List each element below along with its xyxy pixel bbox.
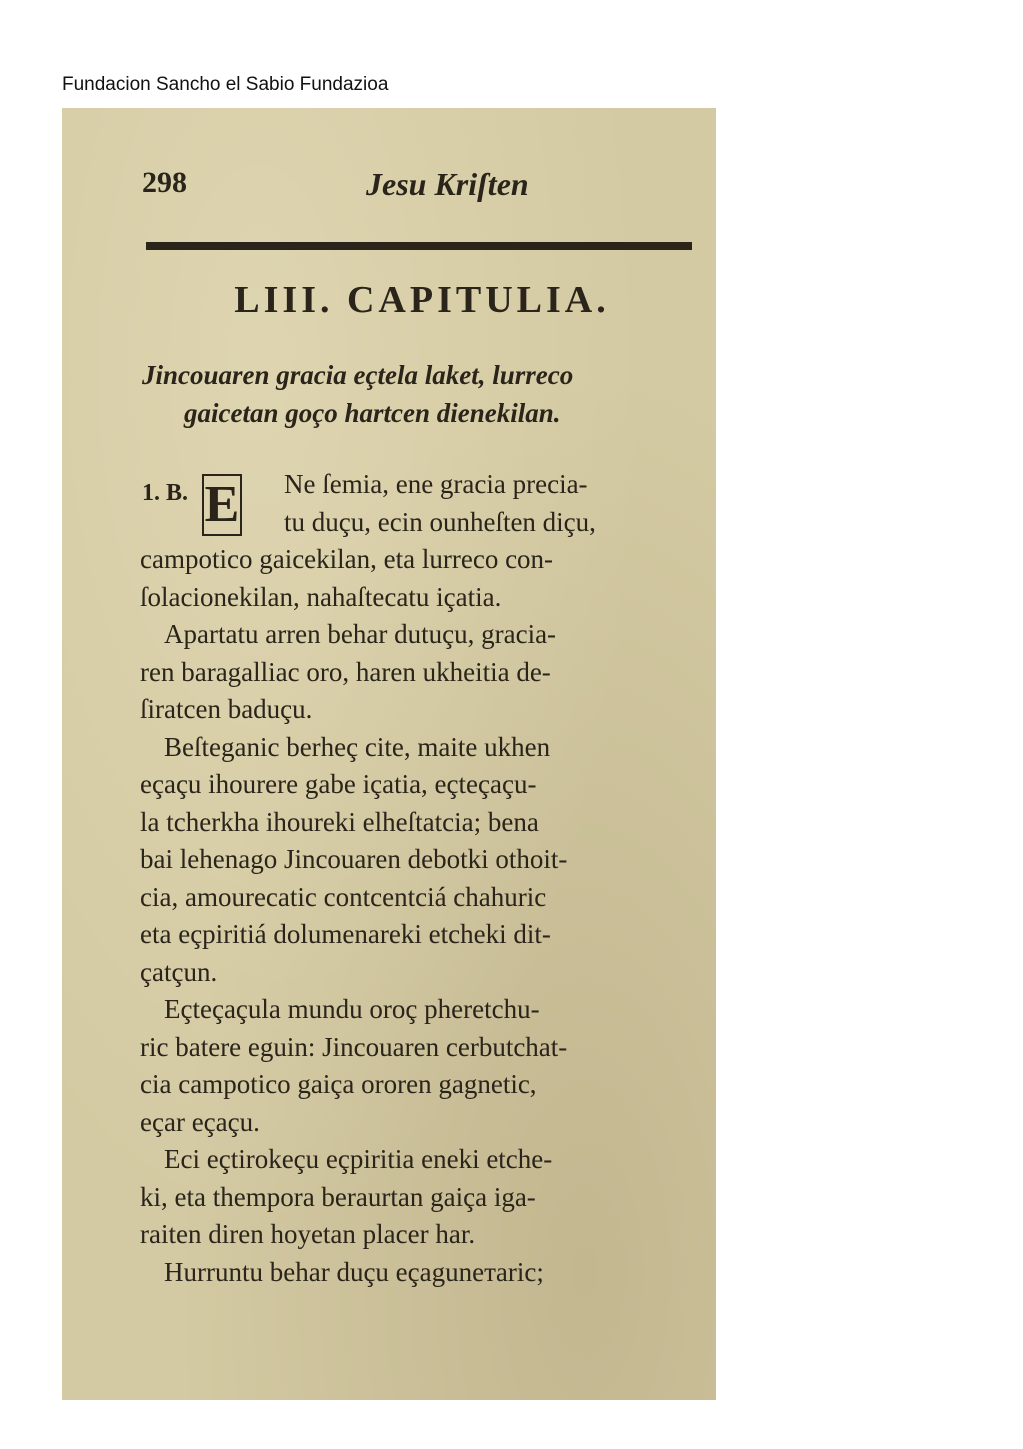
body-text [140, 466, 706, 1291]
text-line: eçar eçaçu. [140, 1106, 260, 1137]
text-line: eçaçu ihourere gabe içatia, eçteçaçu- [140, 769, 537, 799]
summary-line: Jincouaren gracia eçtela laket, lurreco [142, 360, 574, 390]
page-number: 298 [142, 166, 187, 199]
text-line: çatçun. [140, 956, 218, 987]
text-line: raiten diren hoyetan placer har. [140, 1219, 476, 1249]
text-line: ki, eta thempora beraurtan gaiça iga- [140, 1181, 536, 1212]
text-line: eta eçpiritiá dolumenareki etcheki dit- [140, 919, 551, 949]
text-line: Beſteganic berheç cite, maite ukhen [164, 731, 551, 762]
text-line: Ne ſemia, ene gracia precia- [284, 469, 588, 499]
text-line: bai lehenago Jincouaren debotki othoit- [140, 844, 568, 874]
chapter-summary [142, 356, 702, 432]
text-line: tu duçu, ecin ounheſten diçu, [284, 506, 596, 537]
paragraph [140, 991, 706, 1141]
running-title: Jesu Kriſten [366, 166, 529, 202]
text-line: campotico gaicekilan, eta lurreco con- [140, 544, 554, 574]
text-line: cia campotico gaiça ororen gagnetic, [140, 1069, 537, 1099]
verse-label: 1. B. [142, 480, 189, 506]
paragraph [140, 616, 706, 729]
paragraph [140, 466, 706, 616]
archive-header: Fundacion Sancho el Sabio Fundazioa [62, 74, 389, 95]
chapter-heading: LIII. CAPITULIA. [234, 279, 610, 321]
text-line: Eçteçaçula mundu oroç pheretchu- [164, 994, 540, 1024]
text-line: Hurruntu behar duçu eçaguneтaric; [164, 1256, 544, 1287]
paragraph [140, 1254, 706, 1292]
text-line: Apartatu arren behar dutuçu, gracia- [164, 619, 557, 649]
paragraph [140, 729, 706, 992]
paragraph [140, 1141, 706, 1254]
running-head [142, 166, 702, 212]
text-line: Eci eçtirokeçu eçpiritia eneki etche- [164, 1144, 553, 1174]
text-line: ren baragalliac oro, haren ukheitia de- [140, 656, 551, 687]
book-page-scan [62, 108, 716, 1400]
text-line: cia, amourecatic contcentciá chahuric [140, 881, 547, 912]
drop-cap: E [202, 474, 242, 536]
text-line: ſolacionekilan, nahaſtecatu içatia. [140, 581, 502, 612]
text-line: ric batere eguin: Jincouaren cerbutchat- [140, 1031, 568, 1062]
text-line: ſiratcen baduçu. [140, 694, 313, 724]
summary-line: gaicetan goço hartcen dienekilan. [184, 398, 561, 428]
header-rule [146, 242, 692, 250]
text-line: la tcherkha ihoureki elheſtatcia; bena [140, 806, 539, 837]
